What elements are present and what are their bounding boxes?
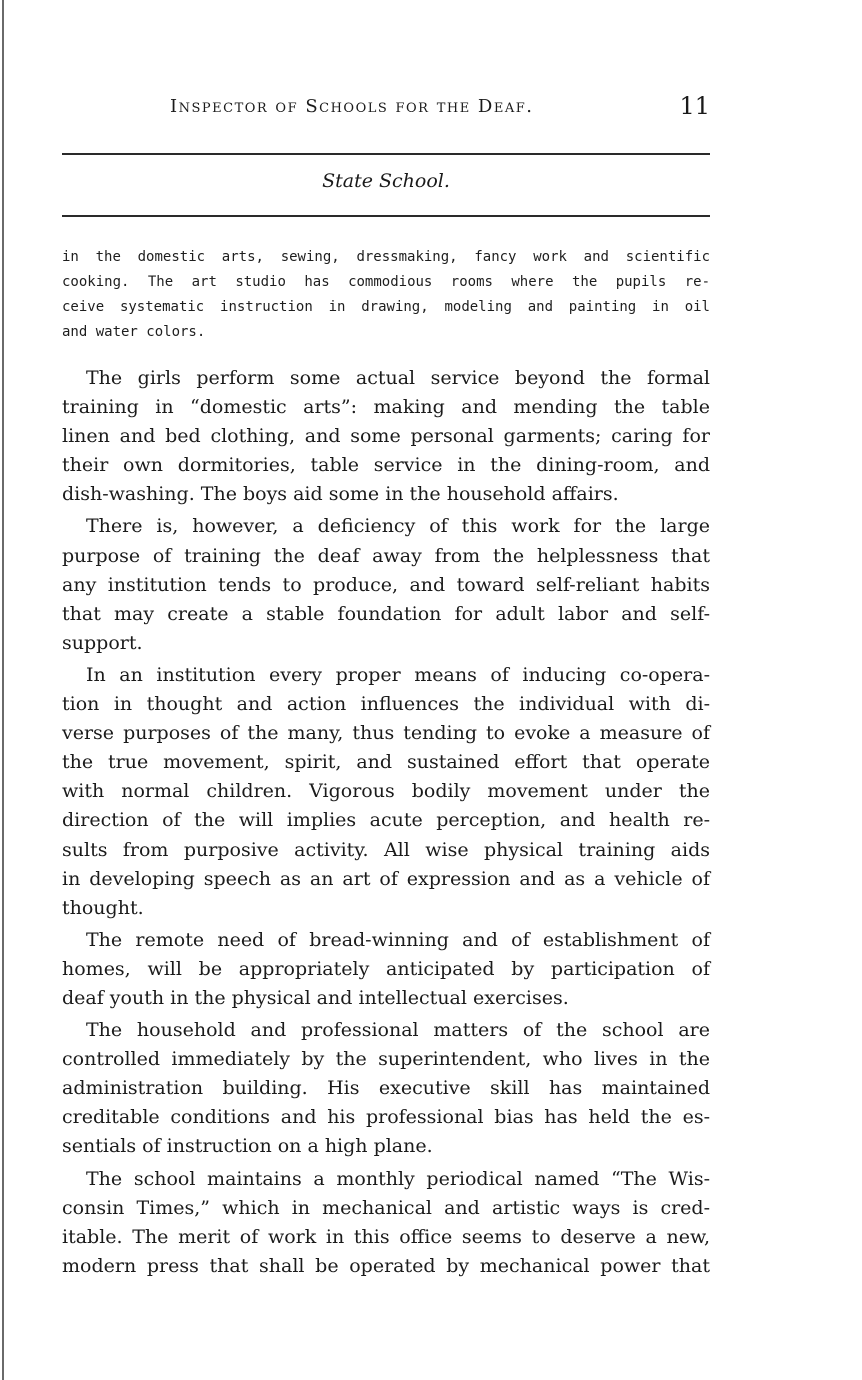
paragraph bbox=[62, 512, 710, 657]
paragraph bbox=[62, 661, 710, 923]
text-line: purpose of training the deaf away from the helplessness that bbox=[62, 544, 710, 567]
text-line: linen and bed clothing, and some personal garments; caring for bbox=[62, 425, 710, 448]
text-line: itable. The merit of work in this office seems to deserve a new, bbox=[62, 1225, 710, 1248]
text-line: any institution tends to produce, and toward self-reliant habits bbox=[62, 573, 710, 596]
page-number: 11 bbox=[679, 92, 710, 120]
text-line: administration building. His executive skill has maintained bbox=[62, 1077, 710, 1100]
text-line: modern press that shall be operated by mechanical power that bbox=[62, 1254, 710, 1277]
paragraph bbox=[62, 926, 710, 1013]
section-title: State School. bbox=[322, 170, 450, 192]
text-line: direction of the will implies acute perception, and health re- bbox=[62, 809, 710, 832]
text-line: support. bbox=[62, 631, 143, 654]
text-line: homes, will be appropriately anticipated by participation of bbox=[62, 957, 710, 980]
header-rule-bottom bbox=[62, 215, 710, 217]
header-rule-top bbox=[62, 153, 710, 155]
paragraph bbox=[62, 364, 710, 509]
text-line: In an institution every proper means of inducing co-opera- bbox=[86, 663, 710, 686]
text-line: that may create a stable foundation for adult labor and self- bbox=[62, 602, 710, 625]
page-edge-line bbox=[2, 0, 4, 1380]
running-title: Inspector of Schools for the Deaf. bbox=[170, 96, 534, 117]
text-line: the true movement, spirit, and sustained effort that operate bbox=[62, 751, 710, 774]
text-line: The girls perform some actual service beyond the formal bbox=[86, 367, 710, 389]
text-line: There is, however, a deficiency of this work for the large bbox=[86, 515, 710, 538]
text-line: tion in thought and action influences the individual with di- bbox=[62, 693, 710, 716]
text-line: verse purposes of the many, thus tending to evoke a measure of bbox=[62, 722, 710, 745]
paragraph bbox=[62, 1165, 710, 1281]
text-line: controlled immediately by the superintendent, who lives in the bbox=[62, 1048, 710, 1071]
text-line: sults from purposive activity. All wise physical training aids bbox=[62, 838, 710, 861]
text-line: their own dormitories, table service in the dining-room, and bbox=[62, 454, 710, 477]
text-line: thought. bbox=[62, 896, 144, 919]
text-line: with normal children. Vigorous bodily movement under the bbox=[62, 780, 710, 803]
text-line: in developing speech as an art of expression and as a vehicle of bbox=[62, 867, 710, 890]
text-line: and water colors. bbox=[62, 324, 206, 340]
text-line: creditable conditions and his professional bias has held the es- bbox=[62, 1106, 710, 1129]
continuation-paragraph bbox=[62, 245, 710, 345]
text-line: deaf youth in the physical and intellectual exercises. bbox=[62, 986, 569, 1009]
text-line: in the domestic arts, sewing, dressmaking, fancy work and scientific bbox=[62, 249, 710, 265]
text-line: The school maintains a monthly periodical named “The Wis- bbox=[86, 1167, 710, 1190]
text-line: sentials of instruction on a high plane. bbox=[62, 1135, 433, 1158]
running-head bbox=[170, 92, 710, 128]
text-line: The household and professional matters of the school are bbox=[86, 1019, 710, 1042]
text-line: dish-washing. The boys aid some in the household affairs. bbox=[62, 483, 619, 506]
body-text bbox=[62, 364, 710, 1284]
text-line: The remote need of bread-winning and of establishment of bbox=[86, 928, 710, 951]
paragraph bbox=[62, 1016, 710, 1161]
text-line: training in “domestic arts”: making and mending the table bbox=[62, 396, 710, 419]
text-line: ceive systematic instruction in drawing, modeling and painting in oil bbox=[62, 299, 710, 315]
text-line: consin Times,” which in mechanical and artistic ways is cred- bbox=[62, 1196, 710, 1219]
text-line: cooking. The art studio has commodious rooms where the pupils re- bbox=[62, 274, 710, 290]
